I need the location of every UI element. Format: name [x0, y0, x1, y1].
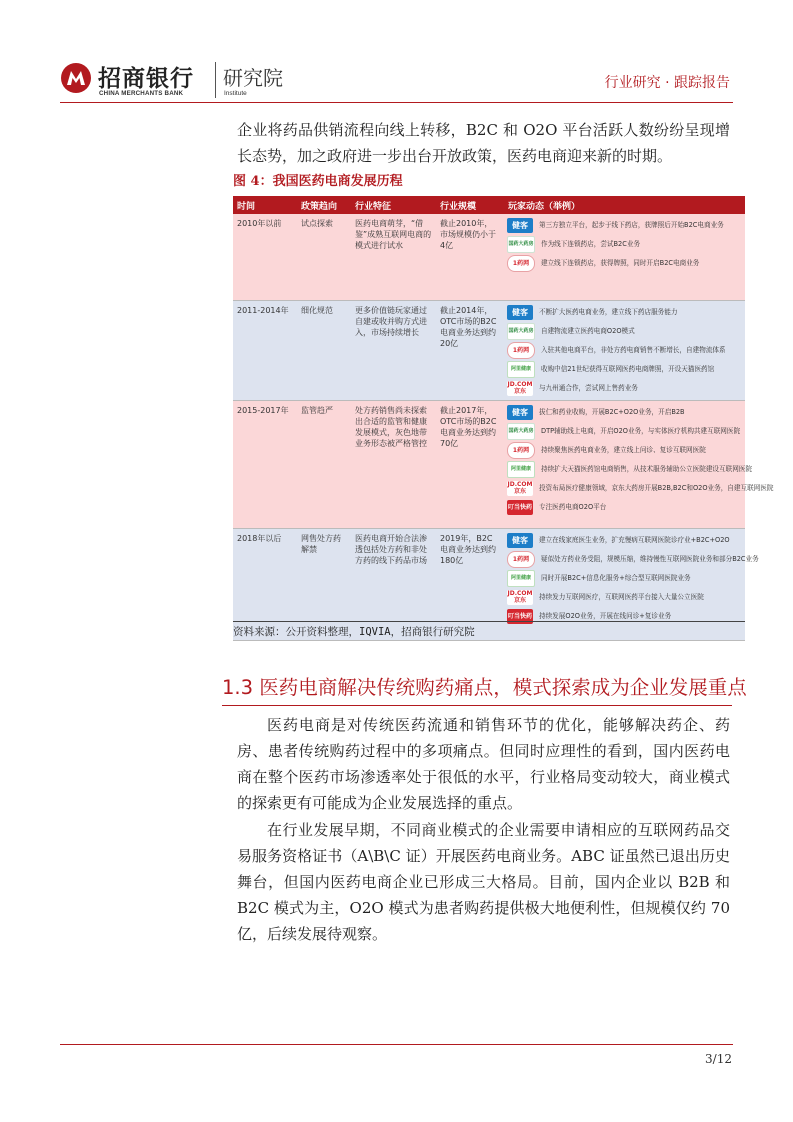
- player-text: 自建物流建立医药电商O2O模式: [541, 326, 635, 335]
- player-text: 持续扩大天猫医药馆电商销售，从技术服务辅助公立医院建设互联网医院: [541, 464, 752, 473]
- player-item: [507, 569, 742, 588]
- player-item: [507, 235, 742, 254]
- cell-feature: 更多价值链玩家通过自建或收并购方式进入，市场持续增长: [351, 300, 436, 400]
- player-text: 与九州通合作，尝试网上售药业务: [539, 383, 638, 392]
- player-logo-icon: JD.COM 京东: [507, 381, 533, 395]
- player-logo-icon: JD.COM 京东: [507, 590, 533, 604]
- figure-source: 资料来源：公开资料整理，IQVIA，招商银行研究院: [233, 626, 475, 638]
- player-text: 投资布局医疗健康领域，京东大药房开展B2B,B2C和O2O业务，自建互联网医院: [539, 483, 774, 492]
- cell-period: 2015-2017年: [233, 400, 297, 528]
- player-text: 持续聚焦医药电商业务，建立线上问诊、复诊互联网医院: [541, 445, 706, 454]
- col-header-feature: 行业特征: [351, 196, 436, 214]
- section-rule: [222, 705, 732, 706]
- cell-feature: 医药电商开始合法渗透包括处方药和非处方药的线下药品市场: [351, 528, 436, 640]
- player-item: [507, 254, 742, 273]
- section-heading: 1.3 医药电商解决传统购药痛点，模式探索成为企业发展重点: [222, 676, 747, 699]
- player-item: [507, 360, 742, 379]
- cell-policy: 试点探索: [297, 214, 351, 300]
- source-rule: [233, 621, 745, 622]
- player-text: 拔仁和药业收购，开展B2C+O2O业务，开启B2B: [539, 407, 685, 416]
- player-item: [507, 550, 759, 569]
- player-text: DTP辅助线上电商，开启O2O业务，与实体医疗机构共建互联网医院: [541, 426, 741, 435]
- cell-period: 2018年以后: [233, 528, 297, 640]
- cell-players: [504, 214, 745, 300]
- col-header-players: 玩家动态（举例）: [504, 196, 745, 214]
- cell-scale: 2019年，B2C电商业务达到约180亿: [436, 528, 504, 640]
- player-logo-icon: 叮当快药: [507, 609, 533, 624]
- institute-name-cn: 研究院: [223, 66, 283, 90]
- cell-players: [504, 400, 774, 528]
- player-logo-icon: 国药大药房: [507, 236, 535, 253]
- player-text: 持续发展O2O业务，开展在线问诊+复诊业务: [539, 611, 672, 620]
- header-rule: [60, 102, 733, 103]
- player-logo-icon: 国药大药房: [507, 323, 535, 340]
- player-item: [507, 322, 742, 341]
- player-item: [507, 341, 742, 360]
- player-text: 建立在线家庭医生业务，扩充慢病互联网医院诊疗业+B2C+O2O: [539, 535, 730, 544]
- player-logo-icon: 阿里健康: [507, 461, 535, 478]
- player-text: 入驻其他电商平台，非处方药电商销售不断增长，自建物流体系: [541, 345, 726, 354]
- player-logo-icon: 阿里健康: [507, 361, 535, 378]
- bank-name-cn: 招商银行: [98, 65, 194, 92]
- player-item: [507, 479, 774, 498]
- bank-name-en: CHINA MERCHANTS BANK: [99, 90, 184, 97]
- player-text: 建立线下连锁药店，获得牌照，同时开启B2C电商业务: [541, 259, 700, 267]
- page-number: 3/12: [705, 1052, 732, 1066]
- development-table: [233, 196, 774, 641]
- player-logo-icon: 健客: [507, 218, 533, 233]
- footer-rule: [60, 1044, 733, 1045]
- figure-title: 图 4：我国医药电商发展历程: [233, 174, 403, 189]
- player-item: [507, 531, 742, 550]
- player-logo-icon: 1药网: [507, 442, 535, 459]
- player-logo-icon: 1药网: [507, 342, 535, 359]
- table-header-row: [233, 196, 745, 214]
- player-item: [507, 303, 742, 322]
- player-logo-icon: 国药大药房: [507, 423, 535, 440]
- cell-policy: 监管趋严: [297, 400, 351, 528]
- player-item: [507, 216, 742, 235]
- col-header-scale: 行业规模: [436, 196, 504, 214]
- player-logo-icon: 健客: [507, 305, 533, 320]
- cell-scale: 截止2010年，市场规模仍小于4亿: [436, 214, 504, 300]
- table-row: [233, 214, 745, 300]
- col-header-policy: 政策趋向: [297, 196, 351, 214]
- player-text: 不断扩大医药电商业务，建立线下药店服务能力: [539, 307, 678, 316]
- player-logo-icon: 健客: [507, 533, 533, 548]
- player-item: [507, 403, 742, 422]
- bank-logo-icon: [60, 62, 92, 94]
- player-item: [507, 588, 742, 607]
- player-text: 持续发力互联网医疗，互联网医药平台接入大量公立医院: [539, 592, 704, 601]
- report-type: 行业研究 · 跟踪报告: [604, 75, 730, 91]
- cell-scale: 截止2017年，OTC市场的B2C电商业务达到约70亿: [436, 400, 504, 528]
- cell-feature: 医药电商萌芽，“借鉴”成熟互联网电商的模式进行试水: [351, 214, 436, 300]
- player-logo-icon: 健客: [507, 405, 533, 420]
- cell-players: [504, 300, 745, 400]
- cell-policy: 网售处方药解禁: [297, 528, 351, 640]
- player-item: [507, 460, 752, 479]
- institute-name-en: Institute: [224, 90, 247, 97]
- table-row: [233, 400, 745, 528]
- player-logo-icon: 叮当快药: [507, 500, 533, 515]
- col-header-period: 时间: [233, 196, 297, 214]
- cell-period: 2010年以前: [233, 214, 297, 300]
- header-separator: [215, 62, 216, 98]
- cell-policy: 细化规范: [297, 300, 351, 400]
- table-row: [233, 300, 745, 400]
- intro-paragraph: 企业将药品供销流程向线上转移，B2C 和 O2O 平台活跃人数纷纷呈现增长态势，加之政府进一步出台开放政策，医药电商迎来新的时期。: [237, 121, 730, 165]
- player-item: [507, 498, 742, 517]
- player-text: 疑似处方药业务受阻，规模压缩，维持慢性互联网医院业务和部分B2C业务: [541, 554, 759, 563]
- player-item: [507, 607, 742, 626]
- cell-period: 2011-2014年: [233, 300, 297, 400]
- player-item: [507, 422, 742, 441]
- player-text: 同时开展B2C+信息化服务+综合型互联网医院业务: [541, 573, 691, 582]
- player-text: 作为线下连锁药店，尝试B2C业务: [541, 240, 641, 248]
- player-logo-icon: 1药网: [507, 255, 535, 272]
- player-logo-icon: 阿里健康: [507, 570, 535, 587]
- cell-players: [504, 528, 759, 640]
- player-text: 专注医药电商O2O平台: [539, 502, 607, 511]
- player-logo-icon: 1药网: [507, 551, 535, 568]
- cell-feature: 处方药销售尚未探索出合适的监管和健康发展模式，灰色地带业务形态被严格管控: [351, 400, 436, 528]
- player-text: 收购中信21世纪获得互联网医药电商牌照，开设天猫医药馆: [541, 364, 715, 373]
- player-text: 第三方独立平台，起步于线下药店，获牌照后开始B2C电商业务: [539, 221, 724, 229]
- player-item: [507, 441, 742, 460]
- cell-scale: 截止2014年，OTC市场的B2C电商业务达到约20亿: [436, 300, 504, 400]
- player-item: [507, 379, 742, 398]
- player-logo-icon: JD.COM 京东: [507, 481, 533, 495]
- body-paragraph-1: 医药电商是对传统医药流通和销售环节的优化，能够解决药企、药房、患者传统购药过程中的多项痛点。但同时应理性的看到，国内医药电商在整个医药市场渗透率处于很低的水平，行业格局变动较大，商业模式的探索更有可能成为企业发展选择的重点。: [237, 716, 730, 812]
- body-paragraph-2: 在行业发展早期，不同商业模式的企业需要申请相应的互联网药品交易服务资格证书（A\B\C 证）开展医药电商业务。ABC 证虽然已退出历史舞台，但国内医药电商企业已形成三大格局。目前，国内企业以 B2B 和 B2C 模式为主，O2O 模式为患者购药提供极大地便利性，但规模仅约 70 亿，后续发展待观察。: [237, 821, 730, 943]
